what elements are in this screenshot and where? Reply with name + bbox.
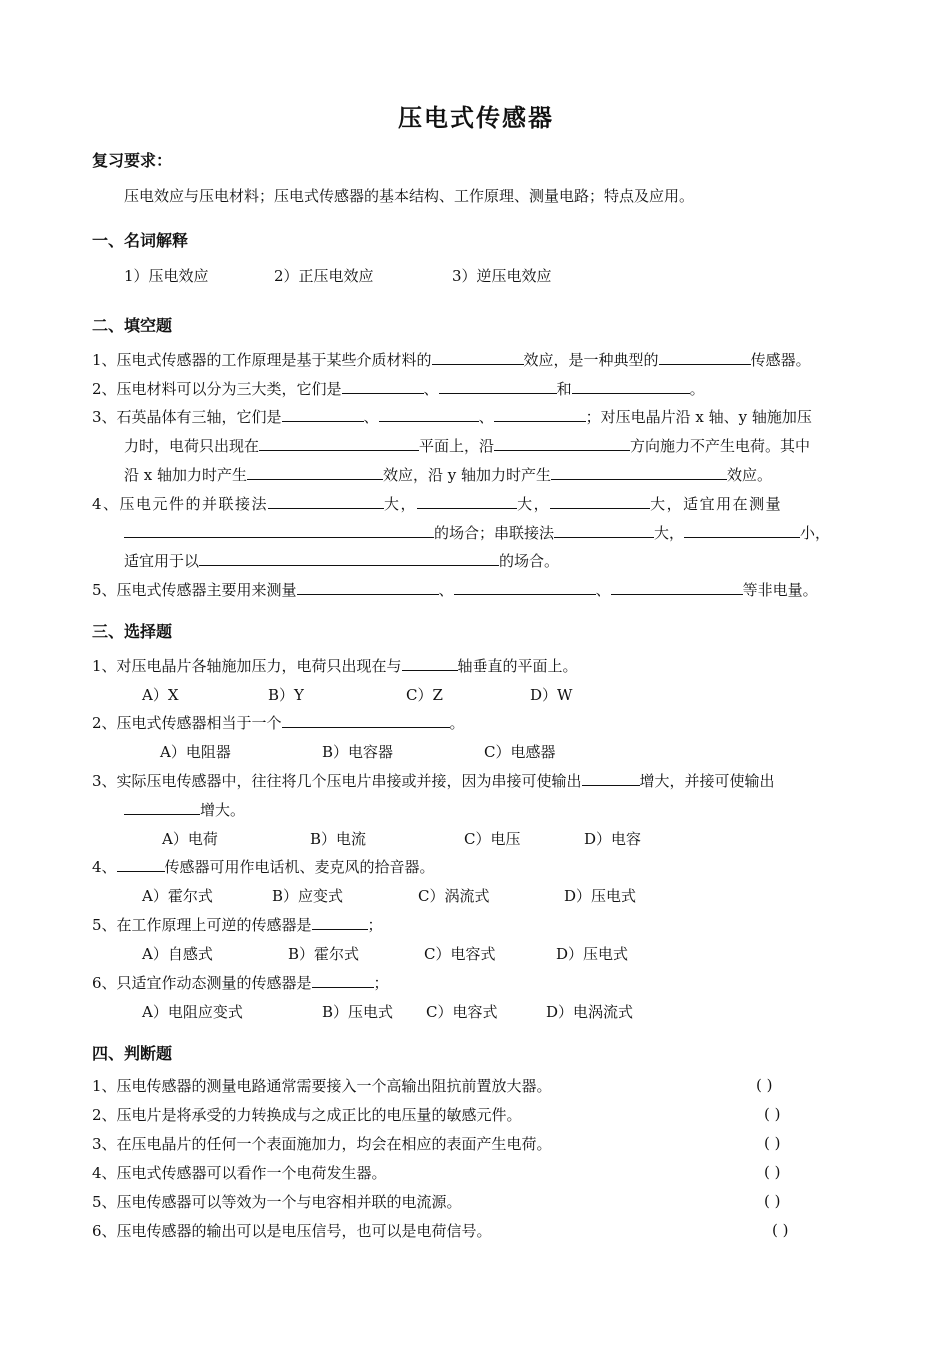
blank (659, 349, 751, 365)
option-d: D）电涡流式 (546, 1003, 634, 1021)
blank (554, 522, 654, 538)
term-3: 3）逆压电效应 (452, 267, 552, 285)
option-b: B）霍尔式 (288, 945, 360, 963)
option-a: A）自感式 (142, 945, 213, 963)
page-title: 压电式传感器 (398, 103, 554, 132)
blank (379, 406, 479, 422)
option-a: A）霍尔式 (142, 887, 213, 905)
text: 、 (363, 408, 379, 426)
option-c: C）电感器 (484, 743, 556, 761)
choice-question-4 (92, 856, 435, 877)
text: 效应。 (727, 466, 773, 484)
text: 沿 x 轴加力时产生 (124, 466, 247, 484)
section1-heading: 一、名词解释 (92, 231, 189, 250)
blank (247, 464, 383, 480)
blank (494, 406, 586, 422)
text: ；对压电晶片沿 x 轴、y 轴施加压 (585, 408, 812, 426)
text: 力时，电荷只出现在 (124, 437, 260, 455)
blank (297, 579, 439, 595)
choice-question-6 (92, 972, 389, 993)
fill-question-1 (92, 349, 811, 370)
judge-question-2: 2、压电片是将承受的力转换成与之成正比的电压量的敏感元件。 (92, 1106, 522, 1124)
text: 和 (556, 380, 572, 398)
blank (572, 378, 690, 394)
blank (582, 770, 640, 786)
option-d: D）W (530, 686, 573, 704)
text: 3、实际压电传感器中，往往将几个压电片串接或并接，因为串接可使输出 (92, 772, 582, 790)
option-c: C）电容式 (426, 1003, 498, 1021)
text: 2、压电式传感器相当于一个 (92, 714, 282, 732)
blank (199, 550, 499, 566)
option-b: B）电容器 (322, 743, 394, 761)
option-c: C）电压 (464, 830, 521, 848)
answer-parentheses: ( ) (764, 1192, 781, 1210)
judge-question-4: 4、压电式传感器可以看作一个电荷发生器。 (92, 1164, 387, 1182)
blank (439, 378, 557, 394)
answer-parentheses: ( ) (764, 1134, 781, 1152)
choice-question-3-line-2 (124, 799, 245, 820)
section2-heading: 二、填空题 (92, 316, 173, 335)
judge-question-5: 5、压电传感器可以等效为一个与电容相并联的电流源。 (92, 1193, 462, 1211)
option-c: C）电容式 (424, 945, 496, 963)
blank (417, 493, 517, 509)
text: 方向施力不产生电荷。其中 (630, 437, 811, 455)
option-a: A）电阻器 (160, 743, 231, 761)
text: 轴垂直的平面上。 (457, 657, 578, 675)
blank (611, 579, 743, 595)
option-a: A）X (142, 686, 179, 704)
blank (494, 435, 630, 451)
text: 大， (654, 524, 685, 542)
blank (342, 378, 424, 394)
blank (282, 712, 450, 728)
text: 、 (478, 408, 494, 426)
option-b: B）应变式 (272, 887, 344, 905)
text: 4、 (92, 858, 117, 876)
answer-parentheses: ( ) (764, 1105, 781, 1123)
choice-question-2 (92, 712, 465, 733)
text: 2、压电材料可以分为三大类，它们是 (92, 380, 342, 398)
text: 6、只适宜作动态测量的传感器是 (92, 974, 312, 992)
text: 、 (438, 581, 454, 599)
review-text: 压电效应与压电材料；压电式传感器的基本结构、工作原理、测量电路；特点及应用。 (124, 187, 695, 205)
text: 大，适宜用在测量 (650, 495, 783, 513)
text: ； (373, 974, 389, 992)
text: 增大，并接可使输出 (639, 772, 775, 790)
text: 效应，沿 y 轴加力时产生 (383, 466, 552, 484)
term-1: 1）压电效应 (124, 267, 209, 285)
blank (454, 579, 596, 595)
blank (259, 435, 419, 451)
text: 小， (800, 524, 831, 542)
text: 适宜用于以 (124, 552, 200, 570)
option-d: D）电容 (584, 830, 642, 848)
text: 的场合；串联接法 (434, 524, 555, 542)
text: 大， (384, 495, 418, 513)
option-a: A）电荷 (162, 830, 218, 848)
text: 、 (595, 581, 611, 599)
blank (117, 856, 165, 872)
text: 1、对压电晶片各轴施加压力，电荷只出现在与 (92, 657, 402, 675)
fill-question-4-line-2 (124, 522, 830, 543)
text: 。 (689, 380, 705, 398)
blank (124, 522, 434, 538)
blank (432, 349, 524, 365)
section4-heading: 四、判断题 (92, 1044, 173, 1063)
text: 。 (449, 714, 465, 732)
option-b: B）Y (268, 686, 304, 704)
choice-question-3-line-1 (92, 770, 775, 791)
text: 5、在工作原理上可逆的传感器是 (92, 916, 312, 934)
fill-question-5 (92, 579, 818, 600)
text: 4、压电元件的并联接法 (92, 495, 269, 513)
blank (312, 972, 374, 988)
text: 传感器可用作电话机、麦克风的拾音器。 (164, 858, 435, 876)
blank (282, 406, 364, 422)
text: 增大。 (200, 801, 246, 819)
blank (550, 493, 650, 509)
fill-question-3-line-3 (124, 464, 772, 485)
answer-parentheses: ( ) (764, 1163, 781, 1181)
review-heading: 复习要求： (92, 151, 173, 170)
option-d: D）压电式 (564, 887, 637, 905)
blank (551, 464, 727, 480)
fill-question-3-line-2 (124, 435, 810, 456)
text: 大， (517, 495, 551, 513)
judge-question-6: 6、压电传感器的输出可以是电压信号，也可以是电荷信号。 (92, 1222, 492, 1240)
term-2: 2）正压电效应 (274, 267, 374, 285)
blank (312, 914, 368, 930)
blank (268, 493, 384, 509)
choice-question-1 (92, 655, 578, 676)
fill-question-4-line-3 (124, 550, 559, 571)
fill-question-4-line-1 (92, 493, 782, 514)
option-b: B）电流 (310, 830, 367, 848)
answer-parentheses: ( ) (772, 1221, 789, 1239)
text: 平面上，沿 (419, 437, 495, 455)
fill-question-2 (92, 378, 705, 399)
fill-question-3-line-1 (92, 406, 812, 427)
section3-heading: 三、选择题 (92, 622, 173, 641)
answer-parentheses: ( ) (756, 1076, 773, 1094)
text: ； (367, 916, 383, 934)
judge-question-1: 1、压电传感器的测量电路通常需要接入一个高输出阻抗前置放大器。 (92, 1077, 552, 1095)
text: 5、压电式传感器主要用来测量 (92, 581, 297, 599)
blank (124, 799, 200, 815)
option-b: B）压电式 (322, 1003, 394, 1021)
option-c: C）涡流式 (418, 887, 490, 905)
text: 1、压电式传感器的工作原理是基于某些介质材料的 (92, 351, 432, 369)
option-d: D）压电式 (556, 945, 629, 963)
text: 、 (423, 380, 439, 398)
text: 3、石英晶体有三轴，它们是 (92, 408, 282, 426)
choice-question-5 (92, 914, 383, 935)
text: 传感器。 (750, 351, 811, 369)
blank (684, 522, 800, 538)
option-a: A）电阻应变式 (142, 1003, 243, 1021)
judge-question-3: 3、在压电晶片的任何一个表面施加力，均会在相应的表面产生电荷。 (92, 1135, 552, 1153)
option-c: C）Z (406, 686, 443, 704)
text: 的场合。 (499, 552, 560, 570)
blank (402, 655, 458, 671)
text: 效应，是一种典型的 (523, 351, 659, 369)
text: 等非电量。 (742, 581, 818, 599)
